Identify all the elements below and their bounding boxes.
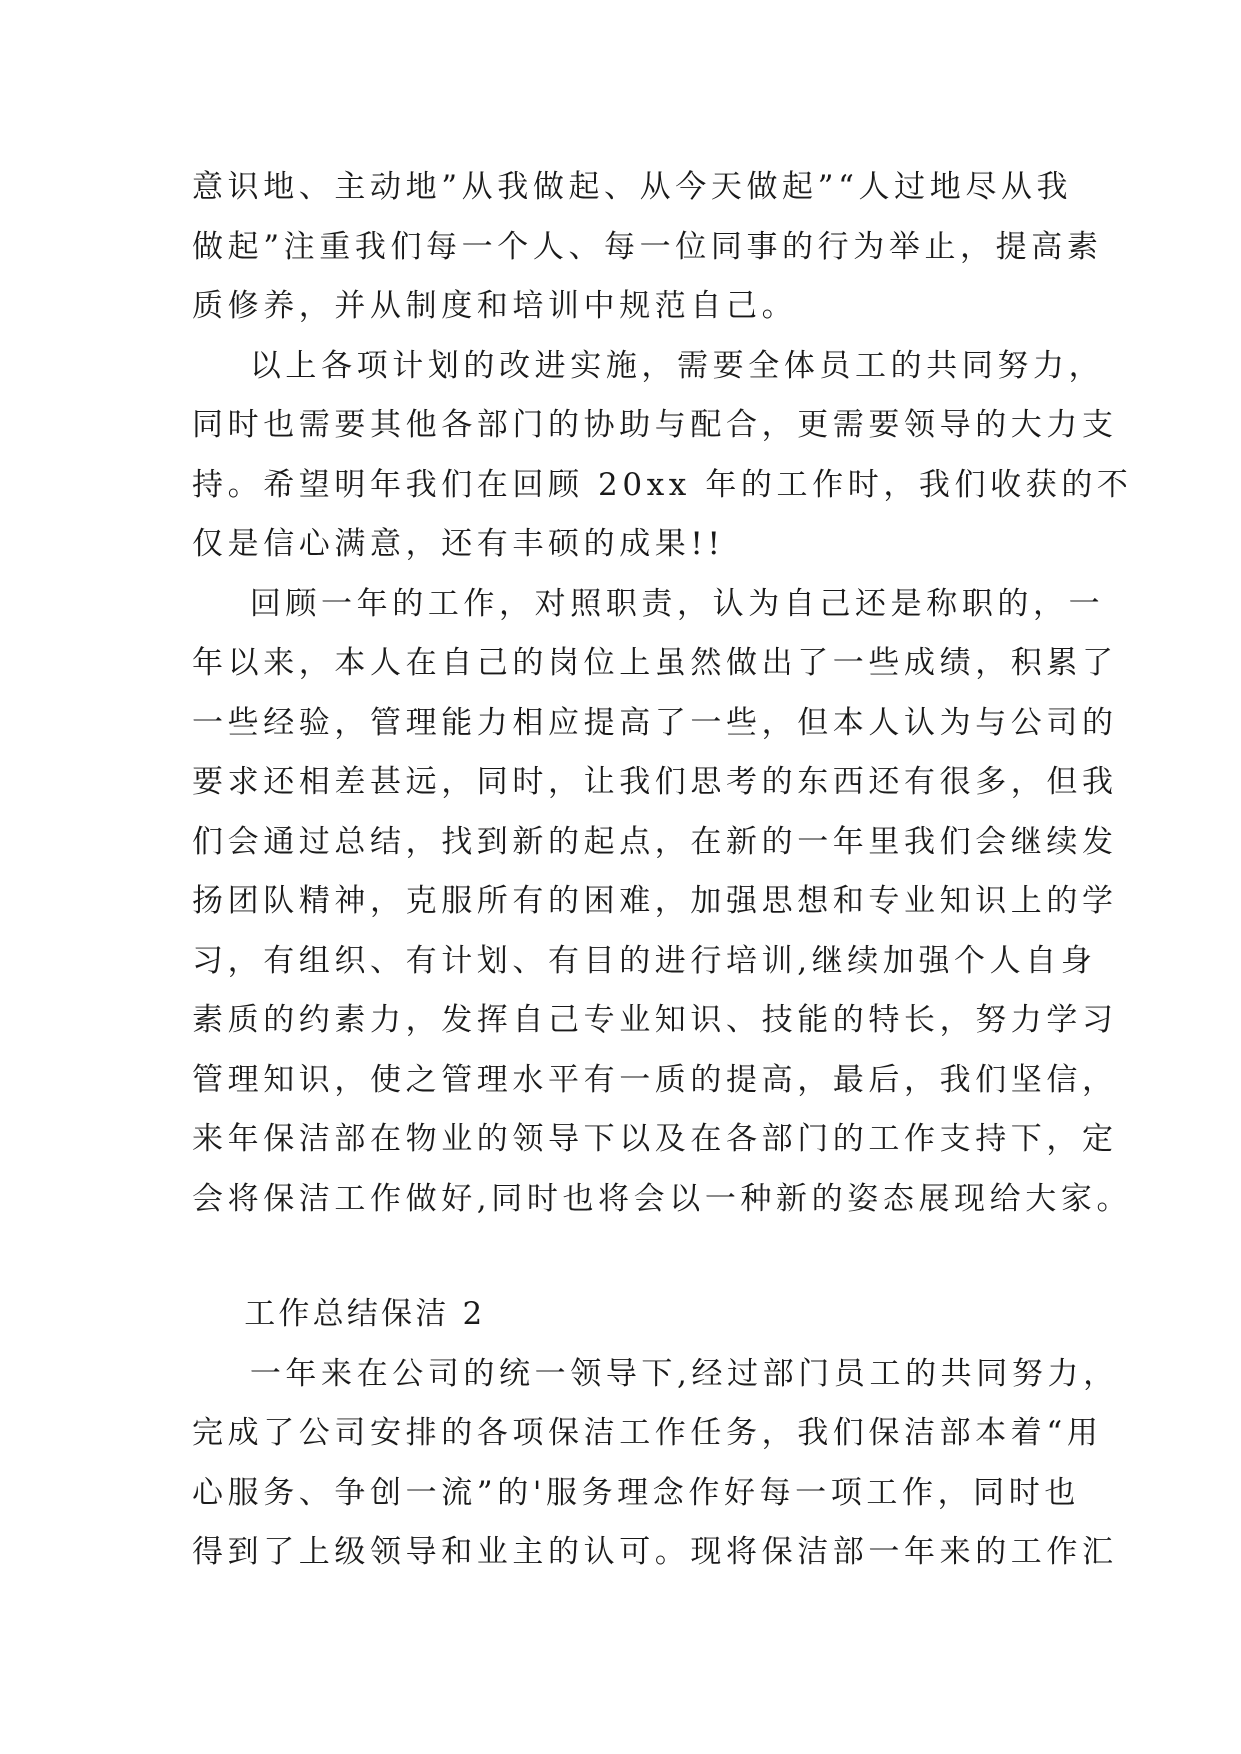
text-line: 一些经验，管理能力相应提高了一些，但本人认为与公司的 — [192, 704, 1118, 741]
text-line: 质修养，并从制度和培训中规范自己。 — [192, 288, 798, 324]
paragraph-plan-implementation — [192, 337, 1133, 575]
text-line: 以上各项计划的改进实施，需要全体员工的共同努力， — [192, 347, 1105, 384]
text-line: 一年来在公司的统一领导下,经过部门员工的共同努力， — [192, 1355, 1119, 1392]
paragraph-section-two-intro — [192, 1345, 1119, 1583]
text-line: 年以来，本人在自己的岗位上虽然做出了一些成绩，积累了 — [192, 645, 1118, 681]
document-page — [192, 158, 1133, 1583]
text-line: 回顾一年的工作，对照职责，认为自己还是称职的，一 — [192, 585, 1105, 622]
text-line: 意识地、主动地”从我做起、从今天做起”“人过地尽从我 — [192, 169, 1073, 205]
text-line: 得到了上级领导和业主的认可。现将保洁部一年来的工作汇 — [192, 1534, 1118, 1570]
paragraph-year-review — [192, 575, 1133, 1230]
text-line: 仅是信心满意，还有丰硕的成果!! — [192, 526, 725, 562]
paragraph-continuation — [192, 158, 1103, 337]
text-line: 持。希望明年我们在回顾 20xx 年的工作时，我们收获的不 — [192, 466, 1133, 503]
text-line: 们会通过总结，找到新的起点，在新的一年里我们会继续发 — [192, 823, 1118, 860]
text-line: 会将保洁工作做好,同时也将会以一种新的姿态展现给大家。 — [192, 1180, 1133, 1217]
text-line: 扬团队精神，克服所有的困难，加强思想和专业知识上的学 — [192, 883, 1118, 919]
text-line: 要求还相差甚远，同时，让我们思考的东西还有很多，但我 — [192, 764, 1118, 800]
text-line: 习，有组织、有计划、有目的进行培训,继续加强个人自身 — [192, 942, 1097, 979]
text-line: 管理知识，使之管理水平有一质的提高，最后，我们坚信， — [192, 1061, 1118, 1098]
section-spacer — [192, 1229, 1072, 1285]
text-line: 心服务、争创一流”的'服务理念作好每一项工作，同时也 — [192, 1474, 1080, 1511]
text-line: 完成了公司安排的各项保洁工作任务，我们保洁部本着“用 — [192, 1415, 1103, 1451]
section-heading: 工作总结保洁 2 — [192, 1296, 486, 1332]
text-line: 素质的约素力，发挥自己专业知识、技能的特长，努力学习 — [192, 1002, 1118, 1038]
text-line: 做起”注重我们每一个人、每一位同事的行为举止，提高素 — [192, 228, 1103, 265]
text-line: 同时也需要其他各部门的协助与配合，更需要领导的大力支 — [192, 407, 1118, 443]
text-line: 来年保洁部在物业的领导下以及在各部门的工作支持下，定 — [192, 1121, 1118, 1157]
